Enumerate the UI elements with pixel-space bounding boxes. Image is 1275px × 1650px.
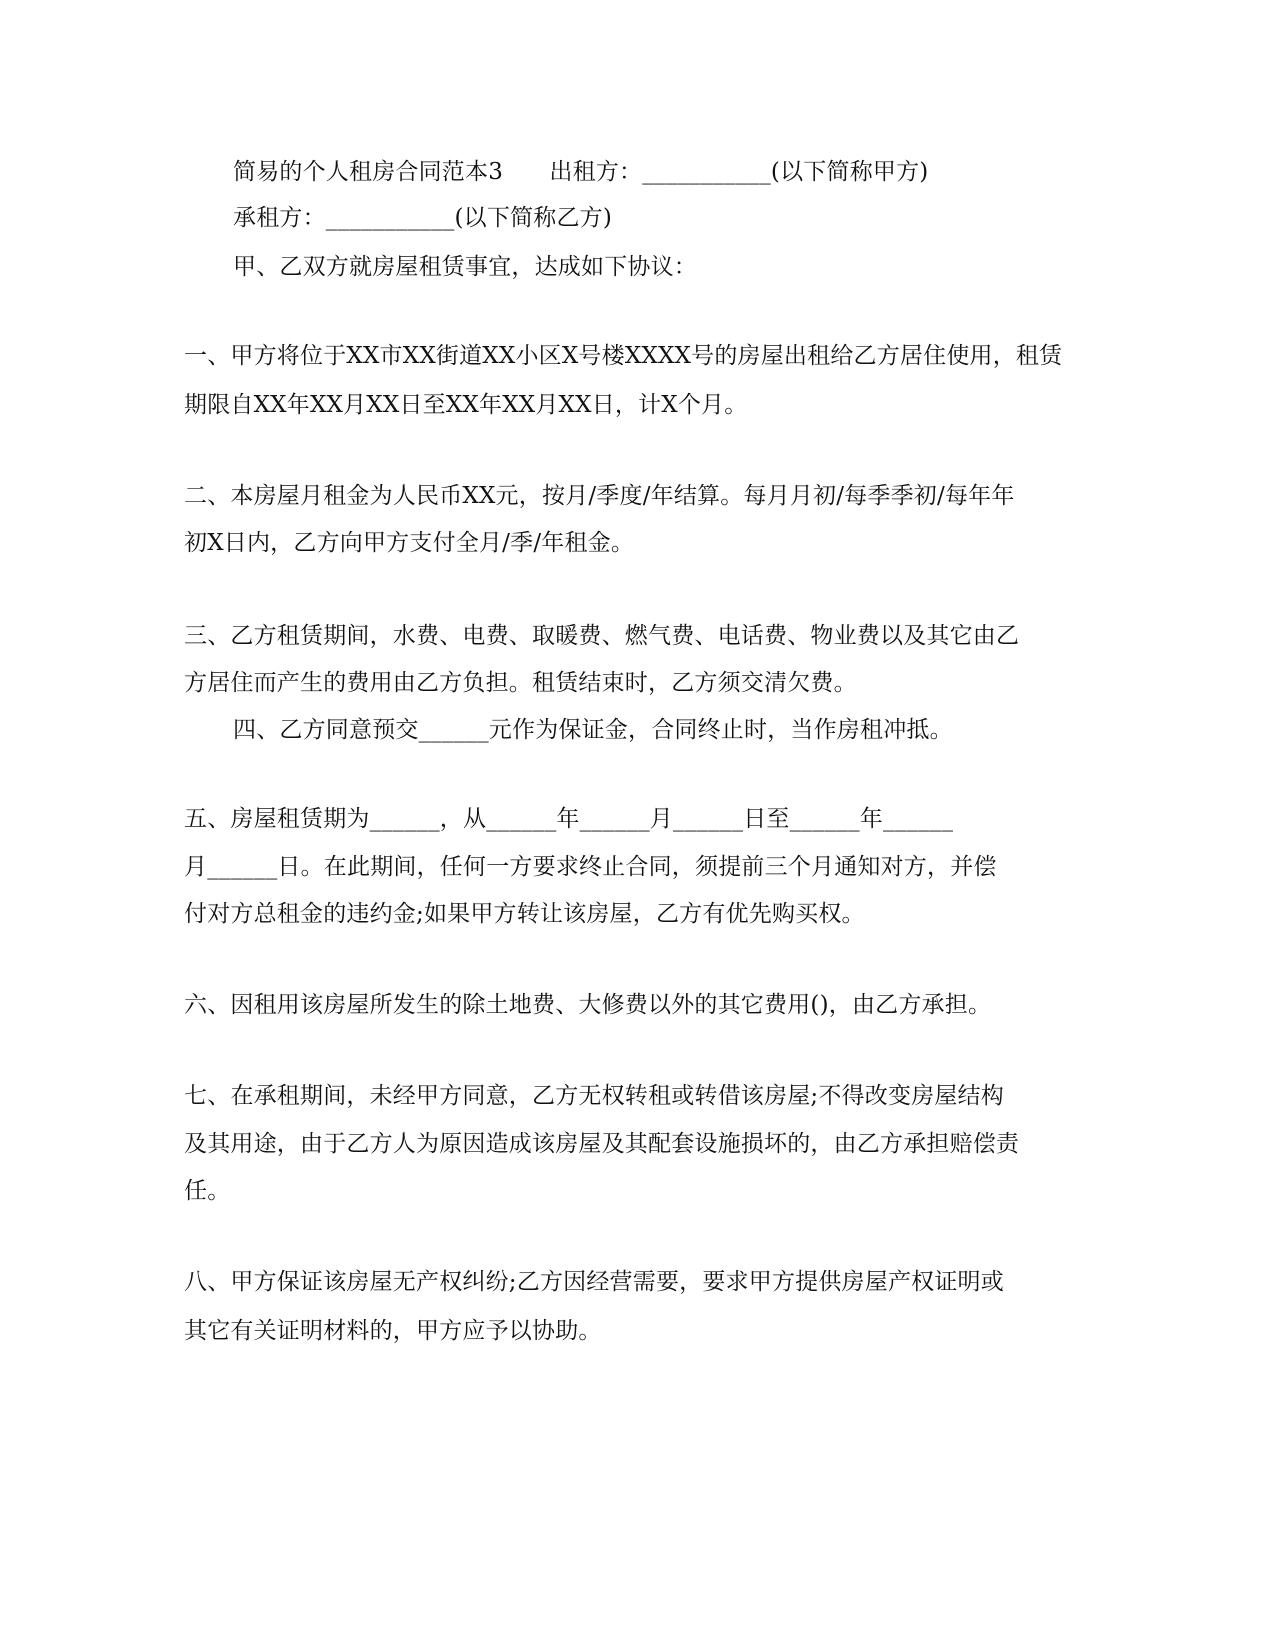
clause-5-line-1: 五、房屋租赁期为______，从______年______月______日至______年______ (184, 806, 954, 832)
header-line-title-lessor: 简易的个人租房合同范本3 出租方：___________(以下简称甲方) (233, 159, 929, 185)
clause-1-line-2: 期限自XX年XX月XX日至XX年XX月XX日，计X个月。 (184, 392, 748, 418)
clause-7-line-2: 及其用途，由于乙方人为原因造成该房屋及其配套设施损坏的，由乙方承担赔偿责 (184, 1131, 1020, 1157)
clause-3-line-2: 方居住而产生的费用由乙方负担。租赁结束时，乙方须交清欠费。 (184, 670, 857, 696)
header-line-agreement-intro: 甲、乙双方就房屋租赁事宜，达成如下协议： (233, 254, 697, 280)
clause-7-line-3: 任。 (184, 1178, 231, 1204)
clause-5-line-2: 月______日。在此期间，任何一方要求终止合同，须提前三个月通知对方，并偿 (184, 854, 997, 880)
clause-2-line-2: 初X日内，乙方向甲方支付全月/季/年租金。 (184, 530, 635, 556)
clause-4-line-1: 四、乙方同意预交______元作为保证金，合同终止时，当作房租冲抵。 (233, 717, 953, 743)
header-line-lessee: 承租方：___________(以下简称乙方) (233, 205, 613, 231)
clause-1-line-1: 一、甲方将位于XX市XX街道XX小区X号楼XXXX号的房屋出租给乙方居住使用，租赁 (184, 343, 1063, 369)
clause-3-line-1: 三、乙方租赁期间，水费、电费、取暖费、燃气费、电话费、物业费以及其它由乙 (184, 623, 1020, 649)
clause-8-line-2: 其它有关证明材料的，甲方应予以协助。 (184, 1318, 602, 1344)
clause-8-line-1: 八、甲方保证该房屋无产权纠纷;乙方因经营需要，要求甲方提供房屋产权证明或 (184, 1269, 1004, 1295)
clause-7-line-1: 七、在承租期间，未经甲方同意，乙方无权转租或转借该房屋;不得改变房屋结构 (184, 1083, 1004, 1109)
clause-6-line-1: 六、因租用该房屋所发生的除土地费、大修费以外的其它费用()，由乙方承担。 (184, 992, 992, 1018)
clause-5-line-3: 付对方总租金的违约金;如果甲方转让该房屋，乙方有优先购买权。 (184, 901, 865, 927)
clause-2-line-1: 二、本房屋月租金为人民币XX元，按月/季度/年结算。每月月初/每季季初/每年年 (184, 483, 1015, 509)
